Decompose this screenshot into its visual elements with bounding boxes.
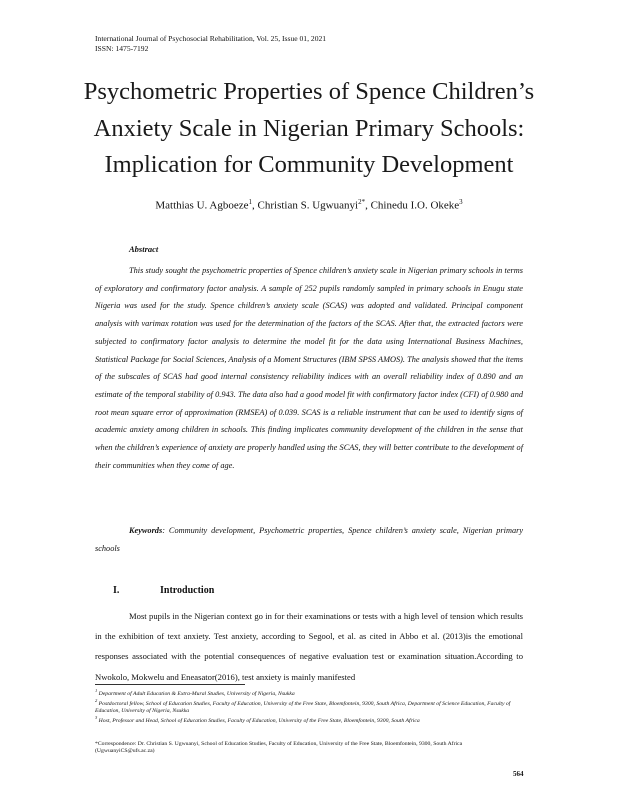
section-number: I. (113, 585, 120, 596)
keywords-text: : Community development, Psychometric properties, Spence children’s anxiety scale, Nigerian primary schools (95, 526, 523, 553)
author-name: Chinedu I.O. Okeke (370, 199, 460, 212)
abstract-body: This study sought the psychometric properties of Spence children’s anxiety scale in Nigerian primary schools in terms of exploratory and confirmatory factor analysis. A sample of 252 pupils randomly sampled in primary schools in Enugu state Nigeria was used for the study. Spence children’s anxiety scale (SCAS) was adopted and validated. Principal component analysis with varimax rotation was used for the determination of the factors of the SCAS. After that, the extracted factors were subjected to confirmatory factor analysis to determine the model fit for the data using International Business Machines, Statistical Package for Social Sciences, Analysis of a Moment Structures (IBM SPSS AMOS). The analysis showed that the items of the subscales of SCAS had good internal consistency reliability indices with an overall reliability index of 0.890 and an estimate of the temporal stability of 0.943. The data also had a good model fit with confirmatory factor index (CFI) of 0.980 and root mean square error of approximation (RMSEA) of 0.039. SCAS is a reliable instrument that can be used to identify signs of academic anxiety among children in schools. This finding implicates community development of the children in the sense that when the children’s experience of anxiety are properly handled using the SCAS, they will better contribute to the development of their communities when they come of age. (95, 266, 523, 470)
footnote-text: Host, Professor and Head, School of Education Studies, Faculty of Education, University of the Free State, Bloemfontein, 9300, South Africa (97, 717, 420, 724)
author-separator: , (365, 199, 371, 212)
footnote (95, 697, 520, 715)
keywords-paragraph (95, 522, 523, 557)
author-list (40, 198, 578, 212)
journal-issn: ISSN: 1475-7192 (95, 43, 149, 53)
author-affiliation-marker: 3 (459, 198, 463, 206)
introduction-paragraph: Most pupils in the Nigerian context go in for their examinations or tests with a high level of tension which results in the exhibition of text anxiety. Test anxiety, according to Segool, et al. as cited in Abbo et al. (2013)is the emotional responses associated with the potential consequences of negative evaluation test or examination situation.According to Nwokolo, Mokwelu and Eneasator(2016), test anxiety is mainly manifested (95, 611, 523, 682)
author-affiliation-marker: 2* (358, 198, 366, 206)
footnote (95, 714, 520, 725)
title-line: Implication for Community Development (104, 151, 514, 178)
paper-title (40, 74, 578, 184)
abstract-heading: Abstract (129, 244, 159, 254)
footnote-marker: 3 (95, 715, 98, 720)
correspondence-note: *Correspondence: Dr. Christian S. Ugwuanyi, School of Education Studies, Faculty of Education, University of the Free State, Bloemfontein, 9300, South Africa (UgwuanyiCS@ufs.ac.za) (95, 741, 463, 755)
author-separator: , (252, 199, 258, 212)
page-number: 564 (513, 770, 524, 778)
journal-citation: International Journal of Psychosocial Rehabilitation, Vol. 25, Issue 01, 2021 (95, 34, 327, 43)
section-heading (113, 585, 214, 596)
journal-header (95, 34, 326, 53)
section-title: Introduction (160, 585, 215, 596)
footnote-divider (95, 684, 245, 685)
footnote-marker: 2 (95, 698, 98, 703)
footnote-text: Department of Adult Education & Extra-Mural Studies, University of Nigeria, Nsukka (97, 690, 295, 697)
keywords-label: Keywords (129, 526, 163, 535)
title-line: Anxiety Scale in Nigerian Primary Schools: (93, 114, 525, 142)
title-line: Psychometric Properties of Spence Children’s (83, 78, 535, 105)
author-name: Christian S. Ugwuanyi (257, 199, 359, 212)
footnote-text: Postdoctoral fellow, School of Education Studies, Faculty of Education, University of the Free State, Bloemfontein, 9300, South Africa, Department of Science Education, Faculty of Education, University of Nigeria, Nsukka (95, 700, 511, 715)
footnote-marker: 1 (95, 688, 98, 693)
author-affiliation-marker: 1 (248, 198, 253, 206)
author-name: Matthias U. Agboeze (155, 199, 249, 212)
